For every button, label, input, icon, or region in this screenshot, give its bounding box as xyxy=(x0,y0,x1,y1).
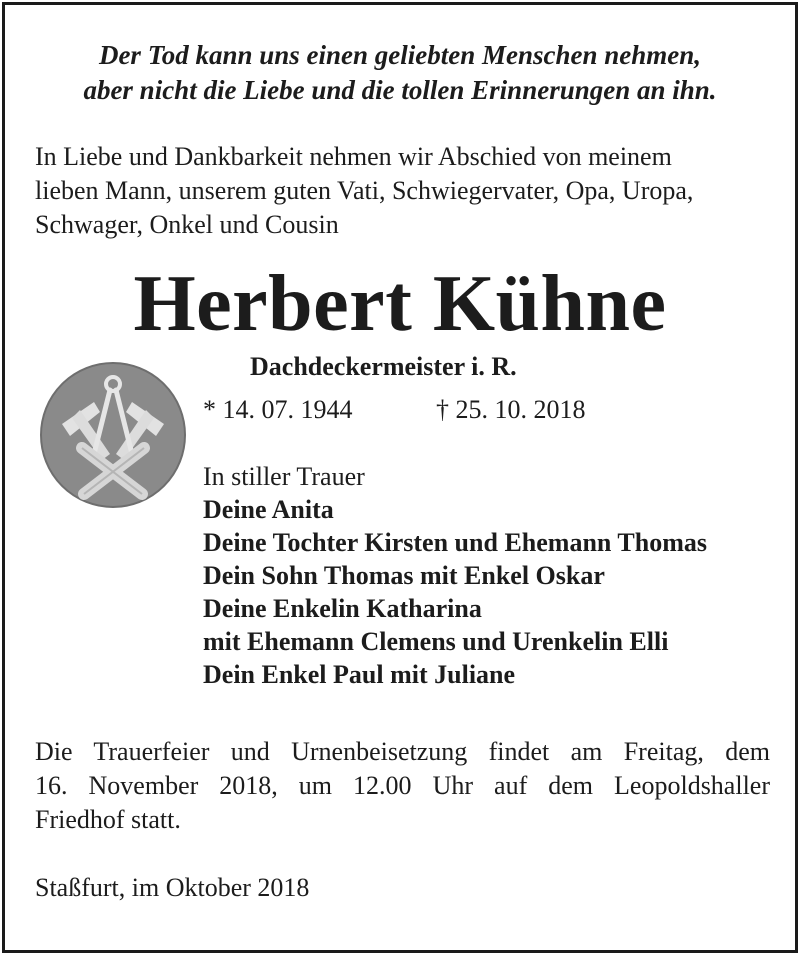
roofer-guild-emblem-icon xyxy=(40,362,186,508)
birth-date: * 14. 07. 1944 xyxy=(203,395,353,424)
mourner-entry: Dein Sohn Thomas mit Enkel Oskar xyxy=(203,561,605,590)
ceremony-info xyxy=(35,735,770,837)
memorial-quote xyxy=(0,38,800,108)
mourner-entry: Deine Anita xyxy=(203,495,334,524)
mourner-entry: Deine Enkelin Katharina xyxy=(203,594,482,623)
farewell-intro xyxy=(35,140,770,242)
mourner-entry: mit Ehemann Clemens und Urenkelin Elli xyxy=(203,627,669,656)
quote-line-2: aber nicht die Liebe und die tollen Erinnerungen an ihn. xyxy=(83,75,717,105)
place-and-date: Staßfurt, im Oktober 2018 xyxy=(35,873,310,902)
ceremony-line-1: Die Trauerfeier und Urnenbeisetzung findet am Freitag, dem xyxy=(35,737,770,766)
intro-line-1: In Liebe und Dankbarkeit nehmen wir Abschied von meinem xyxy=(35,142,672,171)
quote-line-1: Der Tod kann uns einen geliebten Menschen nehmen, xyxy=(98,40,702,70)
intro-line-3: Schwager, Onkel und Cousin xyxy=(35,210,339,239)
mourner-entry: Dein Enkel Paul mit Juliane xyxy=(203,660,516,689)
mourners-list xyxy=(203,460,707,691)
ceremony-line-2: 16. November 2018, um 12.00 Uhr auf dem Leopoldshaller xyxy=(35,771,770,800)
ceremony-line-3: Friedhof statt. xyxy=(35,805,181,834)
intro-line-2: lieben Mann, unserem guten Vati, Schwiegervater, Opa, Uropa, xyxy=(35,176,694,205)
mourning-heading: In stiller Trauer xyxy=(203,462,365,491)
death-date: † 25. 10. 2018 xyxy=(436,395,586,424)
deceased-occupation: Dachdeckermeister i. R. xyxy=(250,352,517,381)
mourner-entry: Deine Tochter Kirsten und Ehemann Thomas xyxy=(203,528,707,557)
deceased-name: Herbert Kühne xyxy=(133,260,667,348)
